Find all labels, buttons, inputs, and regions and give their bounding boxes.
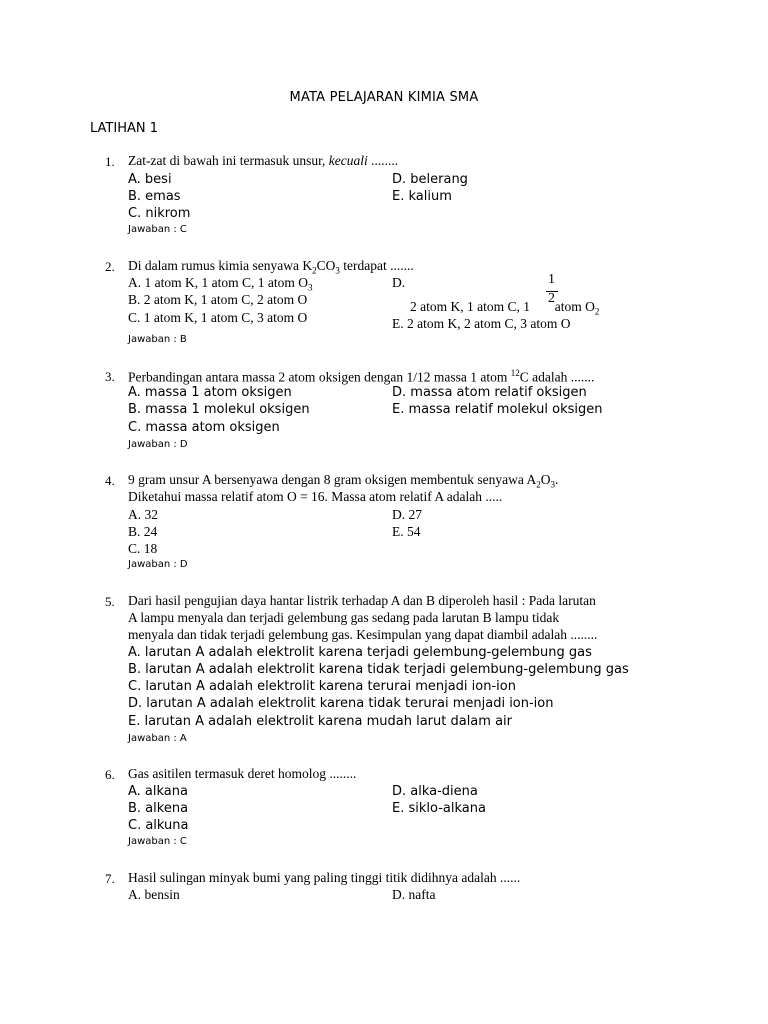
question-number: 7. [105,871,115,886]
option-e: E. larutan A adalah elektrolit karena mudah larut dalam air [128,714,512,729]
question-stem-line-1: Dari hasil pengujian daya hantar listrik terhadap A dan B diperoleh hasil : Pada larutan [128,593,596,608]
option-c: C. 1 atom K, 1 atom C, 3 atom O [128,310,308,325]
option-b: B. 24 [128,524,158,539]
option-d: D. [392,275,406,290]
option-a: A. alkana [128,784,188,799]
question-number: 1. [105,154,115,169]
option-b: B. emas [128,189,181,204]
option-e: E. 54 [392,524,421,539]
question-number: 2. [105,259,115,274]
fraction-numerator: 1 [548,272,555,287]
option-e: E. 2 atom K, 2 atom C, 3 atom O [392,316,571,331]
option-b: B. massa 1 molekul oksigen [128,402,310,417]
option-a: A. larutan A adalah elektrolit karena terjadi gelembung-gelembung gas [128,645,592,660]
option-d-text: 2 atom K, 1 atom C, 1 atom $O_2$ [410,299,600,317]
option-e: E. kalium [392,189,452,204]
option-a: A. bensin [128,887,180,902]
option-b: B. larutan A adalah elektrolit karena tidak terjadi gelembung-gelembung gas [128,662,629,677]
option-d: D. massa atom relatif oksigen [392,385,587,400]
question-number: 4. [105,473,115,488]
answer-key: Jawaban : D [128,559,188,570]
option-a: A. 32 [128,507,158,522]
option-d: D. larutan A adalah elektrolit karena tidak terurai menjadi ion-ion [128,696,554,711]
answer-key: Jawaban : A [128,733,187,744]
question-stem: Perbandingan antara massa 2 atom oksigen dengan 1/12 massa 1 atom $^{12}$C adalah ....... [128,368,595,385]
option-c: C. alkuna [128,818,189,833]
option-b: B. 2 atom K, 1 atom C, 2 atom O [128,292,308,307]
option-b: B. alkena [128,801,189,816]
option-d: D. 27 [392,507,422,522]
question-stem-line-3: menyala dan tidak terjadi gelembung gas. Kesimpulan yang dapat diambil adalah ........ [128,627,598,642]
question-number: 5. [105,594,115,609]
option-c: C. larutan A adalah elektrolit karena terurai menjadi ion-ion [128,679,516,694]
option-d: D. alka-diena [392,784,478,799]
fraction-denominator: 2 [548,291,555,306]
question-stem-line-2: A lampu menyala dan terjadi gelembung gas sedang pada larutan B lampu tidak [128,610,560,625]
option-e: E. siklo-alkana [392,801,486,816]
option-a: A. massa 1 atom oksigen [128,385,292,400]
question-number: 6. [105,767,115,782]
option-c: C. nikrom [128,206,191,221]
answer-key: Jawaban : C [128,836,187,847]
option-c: C. massa atom oksigen [128,420,280,435]
question-stem: Di dalam rumus kimia senyawa $K_2CO_3$ terdapat ....... [128,258,414,276]
page-title: MATA PELAJARAN KIMIA SMA [289,90,479,105]
question-stem: 9 gram unsur A bersenyawa dengan 8 gram oksigen membentuk senyawa $A_2O_3$. [128,472,559,490]
option-d: D. nafta [392,887,436,902]
option-a: A. 1 atom K, 1 atom C, 1 atom $O_3$ [128,275,313,293]
question-number: 3. [105,369,115,384]
answer-key: Jawaban : B [128,334,187,345]
option-a: A. besi [128,172,172,187]
answer-key: Jawaban : C [128,224,187,235]
question-stem: Zat-zat di bawah ini termasuk unsur, kecuali ........ [128,153,399,168]
option-c: C. 18 [128,541,158,556]
option-e: E. massa relatif molekul oksigen [392,402,603,417]
answer-key: Jawaban : D [128,439,188,450]
question-stem: Gas asitilen termasuk deret homolog ........ [128,766,357,781]
question-stem: Hasil sulingan minyak bumi yang paling tinggi titik didihnya adalah ...... [128,870,521,885]
question-stem-line-2: Diketahui massa relatif atom O = 16. Massa atom relatif A adalah ..... [128,489,503,504]
option-d: D. belerang [392,172,468,187]
section-title: LATIHAN 1 [90,121,158,136]
